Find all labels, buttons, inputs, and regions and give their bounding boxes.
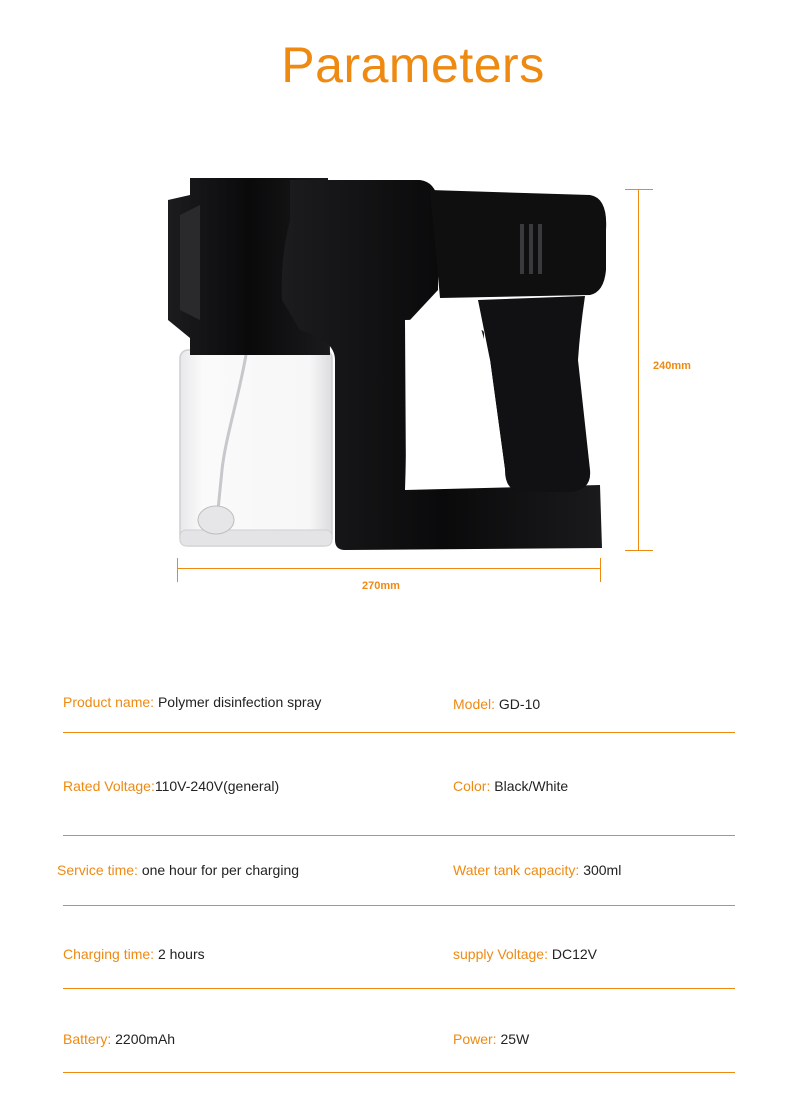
divider <box>63 1072 735 1073</box>
spec-label: Battery: <box>63 1031 112 1047</box>
spec-value: GD-10 <box>498 696 541 712</box>
spec-rated-voltage <box>63 778 279 794</box>
spec-label: supply Voltage: <box>453 946 548 962</box>
spec-power <box>453 1031 529 1047</box>
spec-value: 2 hours <box>157 946 205 962</box>
divider <box>63 905 735 906</box>
spec-value: DC12V <box>551 946 597 962</box>
spec-value: 25W <box>500 1031 530 1047</box>
product-image-spray-gun <box>160 170 620 570</box>
divider <box>63 988 735 989</box>
spec-label: Color: <box>453 778 491 794</box>
spec-label: Product name: <box>63 694 155 710</box>
spec-charging-time <box>63 946 205 962</box>
spec-service-time <box>57 862 299 878</box>
spec-value: Black/White <box>494 778 569 794</box>
spec-model <box>453 696 540 712</box>
spec-value: 300ml <box>583 862 622 878</box>
spec-label: Rated Voltage: <box>63 778 155 794</box>
height-dimension-line <box>638 189 639 551</box>
spec-label: Model: <box>453 696 496 712</box>
spec-value: 110V-240V(general) <box>154 778 280 794</box>
divider <box>63 835 735 836</box>
spec-color <box>453 778 568 794</box>
spec-value: 2200mAh <box>115 1031 176 1047</box>
spec-value: one hour for per charging <box>141 862 300 878</box>
width-dimension-line <box>177 568 601 569</box>
page-title: Parameters <box>281 37 545 93</box>
spec-label: Charging time: <box>63 946 155 962</box>
spec-battery <box>63 1031 175 1047</box>
width-dimension-tick-left <box>177 558 178 582</box>
spec-label: Power: <box>453 1031 497 1047</box>
height-dimension-tick-top <box>625 189 653 190</box>
spec-value: Polymer disinfection spray <box>157 694 322 710</box>
divider <box>63 732 735 733</box>
spec-water-tank-capacity <box>453 862 621 878</box>
spec-label: Water tank capacity: <box>453 862 580 878</box>
spec-supply-voltage <box>453 946 597 962</box>
spec-label: Service time: <box>57 862 138 878</box>
height-dimension-label: 240mm <box>653 360 691 372</box>
width-dimension-tick-right <box>600 558 601 582</box>
spec-product-name <box>63 694 321 710</box>
width-dimension-label: 270mm <box>362 580 400 592</box>
height-dimension-tick-bottom <box>625 550 653 551</box>
